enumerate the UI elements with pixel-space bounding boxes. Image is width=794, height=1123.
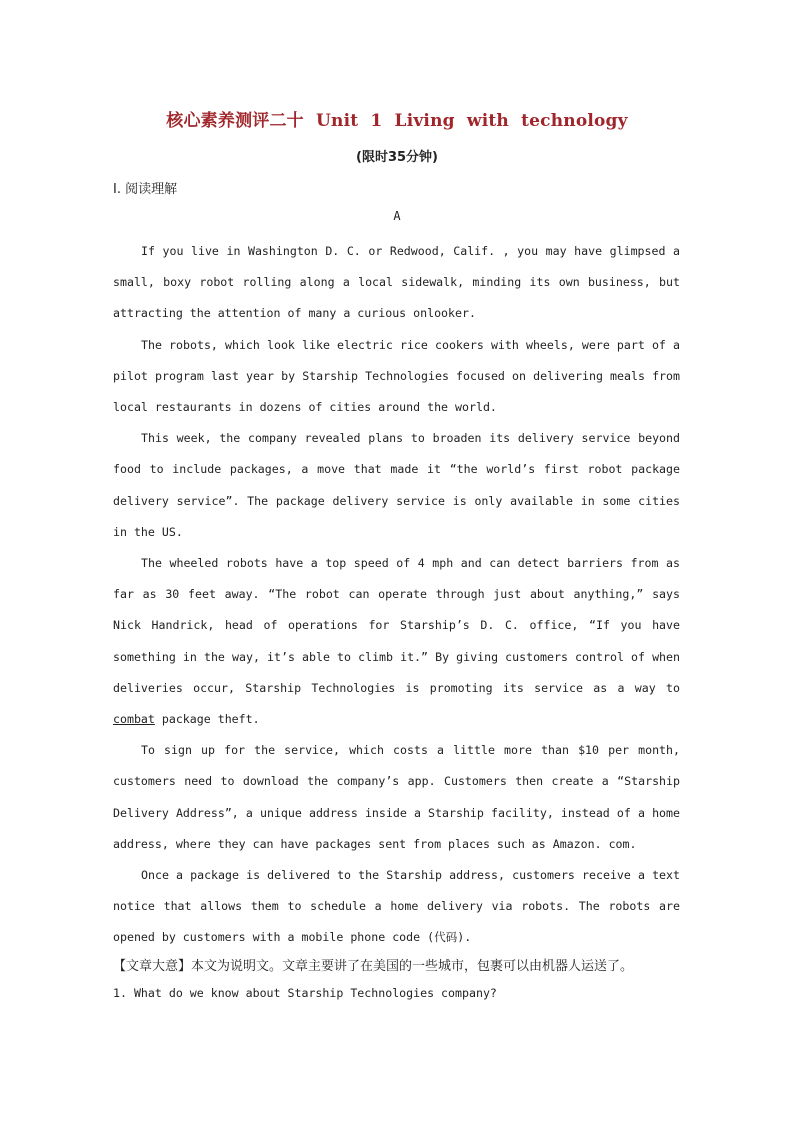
paragraph-4-text: The wheeled robots have a top speed of 4 mph and can detect barriers from as far as 30 feet away. “The robot can operate through just about anything,” says Nick Handrick, head of operations for Starship’s D. C. office, “If you have something in the way, it’s able to climb it.” By giving customers control of when deliveries occur, Starship Technologies is promoting its service as a way to <box>113 556 680 695</box>
passage-body <box>113 236 680 954</box>
page-title: 核心素养测评二十 Unit 1 Living with technology <box>166 111 628 131</box>
paragraph-5: To sign up for the service, which costs a little more than $10 per month, customers need to download the company’s app. Customers then create a “Starship Delivery Address”, a unique address inside a Starship facility, instead of a home address, where they can have packages sent from places such as Amazon. com. <box>113 743 680 851</box>
underlined-word: combat <box>113 712 155 727</box>
paragraph-3: This week, the company revealed plans to broaden its delivery service beyond food to include packages, a move that made it “the world’s first robot package delivery service”. The package delivery service is only available in some cities in the US. <box>113 431 680 539</box>
paragraph-2: The robots, which look like electric rice cookers with wheels, were part of a pilot program last year by Starship Technologies focused on delivering meals from local restaurants in dozens of cities around the world. <box>113 337 680 415</box>
time-limit: (限时35分钟) <box>356 150 438 165</box>
paragraph-4 <box>113 548 680 735</box>
passage-label: A <box>393 209 401 223</box>
paragraph-1: If you live in Washington D. C. or Redwood, Calif. , you may have glimpsed a small, boxy robot rolling along a local sidewalk, minding its own business, but attracting the attention of many a curious onlooker. <box>113 244 680 321</box>
question-1: 1. What do we know about Starship Technologies company? <box>113 986 497 1000</box>
paragraph-4-end: package theft. <box>154 712 260 727</box>
paragraph-6: Once a package is delivered to the Starship address, customers receive a text notice that allows them to schedule a home delivery via robots. The robots are opened by customers with a mobile phone code (代码). <box>113 868 680 945</box>
section-heading: Ⅰ. 阅读理解 <box>113 182 178 197</box>
article-summary: 【文章大意】本文为说明文。文章主要讲了在美国的一些城市，包裹可以由机器人运送了。 <box>113 959 634 974</box>
